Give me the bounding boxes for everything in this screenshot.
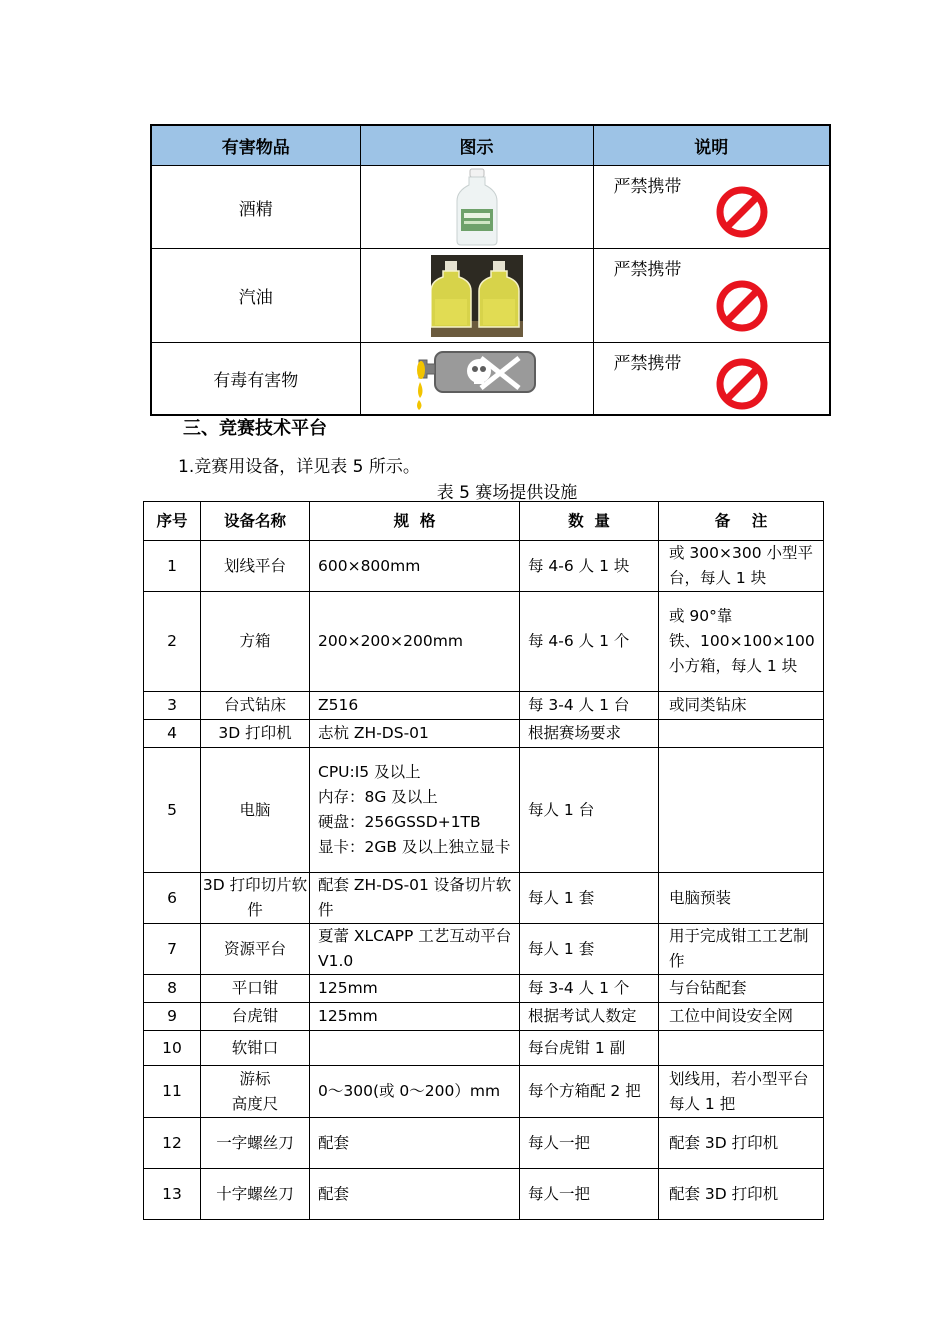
- equipment-spec: 夏蕾 XLCAPP 工艺互动平台 V1.0: [310, 924, 520, 975]
- equipment-table: [143, 501, 824, 1220]
- table-row: [144, 1031, 824, 1066]
- hazard-note-cell: [593, 249, 830, 343]
- table-row: [144, 692, 824, 720]
- equipment-note: 或 300×300 小型平台，每人 1 块: [659, 541, 824, 592]
- hazard-row: [151, 249, 830, 343]
- equipment-quantity: 根据考试人数定: [520, 1003, 659, 1031]
- equipment-name: 一字螺丝刀: [201, 1118, 310, 1169]
- equipment-name: 软钳口: [201, 1031, 310, 1066]
- hazard-note: 严禁携带: [613, 354, 682, 374]
- equipment-spec: 志杭 ZH-DS-01: [310, 720, 520, 748]
- equipment-note: 电脑预装: [659, 873, 824, 924]
- equipment-quantity: 每人一把: [520, 1169, 659, 1220]
- equipment-note: 与台钻配套: [659, 975, 824, 1003]
- table-caption: 表 5 赛场提供设施: [436, 483, 578, 503]
- equipment-quantity: 每 3-4 人 1 个: [520, 975, 659, 1003]
- equipment-name: 方箱: [201, 592, 310, 692]
- equipment-quantity: 每台虎钳 1 副: [520, 1031, 659, 1066]
- row-number: 4: [144, 720, 201, 748]
- equipment-quantity: 每 4-6 人 1 个: [520, 592, 659, 692]
- equipment-note: 或 90°靠 铁、100×100×100 小方箱，每人 1 块: [659, 592, 824, 692]
- gasoline-bottles-image: [360, 249, 593, 343]
- table-row: [144, 924, 824, 975]
- equipment-quantity: 每人 1 台: [520, 748, 659, 873]
- equipment-note: 工位中间设安全网: [659, 1003, 824, 1031]
- equipment-note: [659, 748, 824, 873]
- table-row: [144, 1169, 824, 1220]
- equipment-name: 划线平台: [201, 541, 310, 592]
- equipment-name: 资源平台: [201, 924, 310, 975]
- row-number: 13: [144, 1169, 201, 1220]
- table-row: [144, 975, 824, 1003]
- row-number: 5: [144, 748, 201, 873]
- equipment-note: 配套 3D 打印机: [659, 1118, 824, 1169]
- equipment-quantity: 每人 1 套: [520, 924, 659, 975]
- row-number: 2: [144, 592, 201, 692]
- equipment-spec: [310, 1031, 520, 1066]
- paragraph: 1.竞赛用设备，详见表 5 所示。: [178, 457, 420, 477]
- row-number: 9: [144, 1003, 201, 1031]
- equipment-spec: Z516: [310, 692, 520, 720]
- table-row: [144, 1066, 824, 1118]
- equipment-spec: 125mm: [310, 1003, 520, 1031]
- equipment-note: 划线用，若小型平台每人 1 把: [659, 1066, 824, 1118]
- equipment-quantity: 每 3-4 人 1 台: [520, 692, 659, 720]
- prohibited-icon: [711, 278, 773, 334]
- row-number: 12: [144, 1118, 201, 1169]
- hazard-header-row: [151, 125, 830, 166]
- equipment-note: 或同类钻床: [659, 692, 824, 720]
- row-number: 1: [144, 541, 201, 592]
- equipment-spec: CPU:I5 及以上 内存：8G 及以上 硬盘：256GSSD+1TB 显卡：2GB 及以上独立显卡: [310, 748, 520, 873]
- table-row: [144, 1003, 824, 1031]
- equipment-name: 十字螺丝刀: [201, 1169, 310, 1220]
- prohibited-icon: [711, 184, 773, 240]
- poison-bottle-image: [360, 343, 593, 415]
- table-row: [144, 720, 824, 748]
- equipment-name: 电脑: [201, 748, 310, 873]
- prohibited-icon: [711, 356, 773, 412]
- section-heading: 三、竞赛技术平台: [183, 418, 327, 439]
- hazard-note-cell: [593, 343, 830, 415]
- equipment-name: 3D 打印切片软件: [201, 873, 310, 924]
- equipment-spec: 配套 ZH-DS-01 设备切片软件: [310, 873, 520, 924]
- alcohol-bottle-icon: [447, 167, 507, 247]
- hazard-header-item: 有害物品: [151, 125, 360, 166]
- equipment-name: 游标 高度尺: [201, 1066, 310, 1118]
- equipment-name: 平口钳: [201, 975, 310, 1003]
- equipment-quantity: 每 4-6 人 1 块: [520, 541, 659, 592]
- hazard-header-note: 说明: [593, 125, 830, 166]
- equipment-note: 配套 3D 打印机: [659, 1169, 824, 1220]
- equipment-name: 台式钻床: [201, 692, 310, 720]
- poison-bottle-icon: [415, 346, 539, 410]
- equipment-spec: 配套: [310, 1169, 520, 1220]
- equipment-note: [659, 1031, 824, 1066]
- gasoline-bottles-icon: [431, 255, 523, 337]
- header-spec: 规 格: [310, 502, 520, 541]
- equipment-note: [659, 720, 824, 748]
- hazard-name: 酒精: [151, 166, 360, 249]
- row-number: 10: [144, 1031, 201, 1066]
- equip-header-row: [144, 502, 824, 541]
- hazard-items-table: [150, 124, 831, 416]
- alcohol-bottle-image: [360, 166, 593, 249]
- table-row: [144, 541, 824, 592]
- header-no: 序号: [144, 502, 201, 541]
- hazard-name: 汽油: [151, 249, 360, 343]
- equipment-quantity: 每人一把: [520, 1118, 659, 1169]
- header-name: 设备名称: [201, 502, 310, 541]
- hazard-note: 严禁携带: [613, 260, 682, 280]
- equipment-spec: 125mm: [310, 975, 520, 1003]
- table-row: [144, 1118, 824, 1169]
- equipment-spec: 600×800mm: [310, 541, 520, 592]
- equipment-quantity: 每个方箱配 2 把: [520, 1066, 659, 1118]
- row-number: 6: [144, 873, 201, 924]
- equipment-name: 台虎钳: [201, 1003, 310, 1031]
- equipment-spec: 200×200×200mm: [310, 592, 520, 692]
- header-note: 备 注: [659, 502, 824, 541]
- hazard-header-image: 图示: [360, 125, 593, 166]
- hazard-note-cell: [593, 166, 830, 249]
- hazard-row: [151, 166, 830, 249]
- table-row: [144, 748, 824, 873]
- equipment-note: 用于完成钳工工艺制作: [659, 924, 824, 975]
- hazard-note: 严禁携带: [613, 177, 682, 197]
- equipment-quantity: 每人 1 套: [520, 873, 659, 924]
- table-row: [144, 873, 824, 924]
- row-number: 11: [144, 1066, 201, 1118]
- row-number: 8: [144, 975, 201, 1003]
- equipment-quantity: 根据赛场要求: [520, 720, 659, 748]
- equipment-spec: 配套: [310, 1118, 520, 1169]
- equipment-spec: 0～300(或 0～200）mm: [310, 1066, 520, 1118]
- row-number: 3: [144, 692, 201, 720]
- equipment-name: 3D 打印机: [201, 720, 310, 748]
- table-row: [144, 592, 824, 692]
- row-number: 7: [144, 924, 201, 975]
- header-qty: 数 量: [520, 502, 659, 541]
- hazard-name: 有毒有害物: [151, 343, 360, 415]
- hazard-row: [151, 343, 830, 415]
